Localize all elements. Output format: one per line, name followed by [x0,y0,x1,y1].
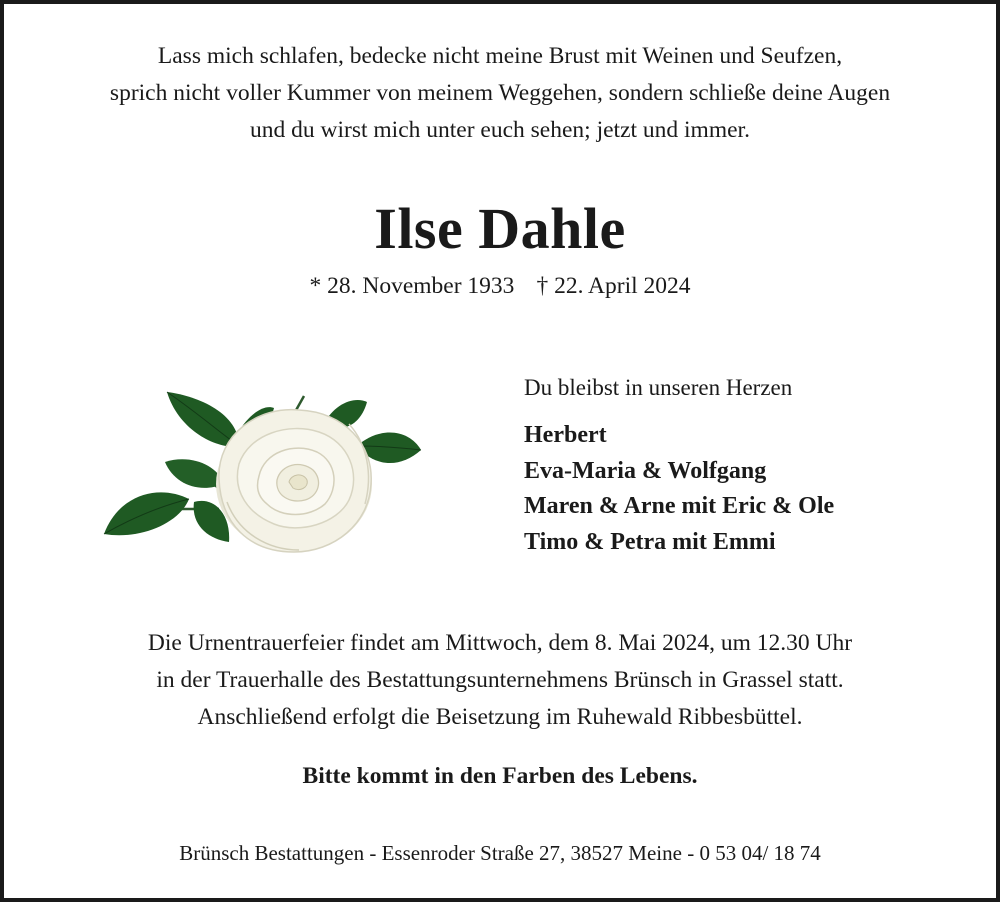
birth-date: * 28. November 1933 [309,273,515,299]
ceremony-line: Anschließend erfolgt die Beisetzung im Ruhewald Ribbesbüttel. [197,704,803,730]
ceremony-info [24,625,976,736]
family-member: Eva-Maria & Wolfgang [524,457,767,484]
dress-request: Bitte kommt in den Farben des Lebens. [302,763,698,789]
poem [24,38,976,149]
ceremony-line: Die Urnentrauerfeier findet am Mittwoch, dem 8. Mai 2024, um 12.30 Uhr [147,630,853,656]
family-member: Timo & Petra mit Emmi [524,528,776,555]
life-dates [4,270,996,302]
poem-line: sprich nicht voller Kummer von meinem Weggehen, sondern schließe deine Augen [109,80,891,106]
poem-line: und du wirst mich unter euch sehen; jetzt und immer. [250,117,750,143]
family-intro: Du bleibst in unseren Herzen [524,375,793,400]
deceased-name: Ilse Dahle [374,196,626,261]
poem-line: Lass mich schlafen, bedecke nicht meine Brust mit Weinen und Seufzen, [157,43,843,69]
death-date: † 22. April 2024 [536,273,691,299]
funeral-home-footer: Brünsch Bestattungen - Essenroder Straße 27, 38527 Meine - 0 53 04/ 18 74 [179,841,821,865]
family-member: Maren & Arne mit Eric & Ole [524,493,835,519]
family-member: Herbert [524,422,607,448]
white-rose-icon [99,384,429,559]
ceremony-line: in der Trauerhalle des Bestattungsunternehmens Brünsch in Grassel statt. [156,667,844,693]
family-block [524,370,834,560]
